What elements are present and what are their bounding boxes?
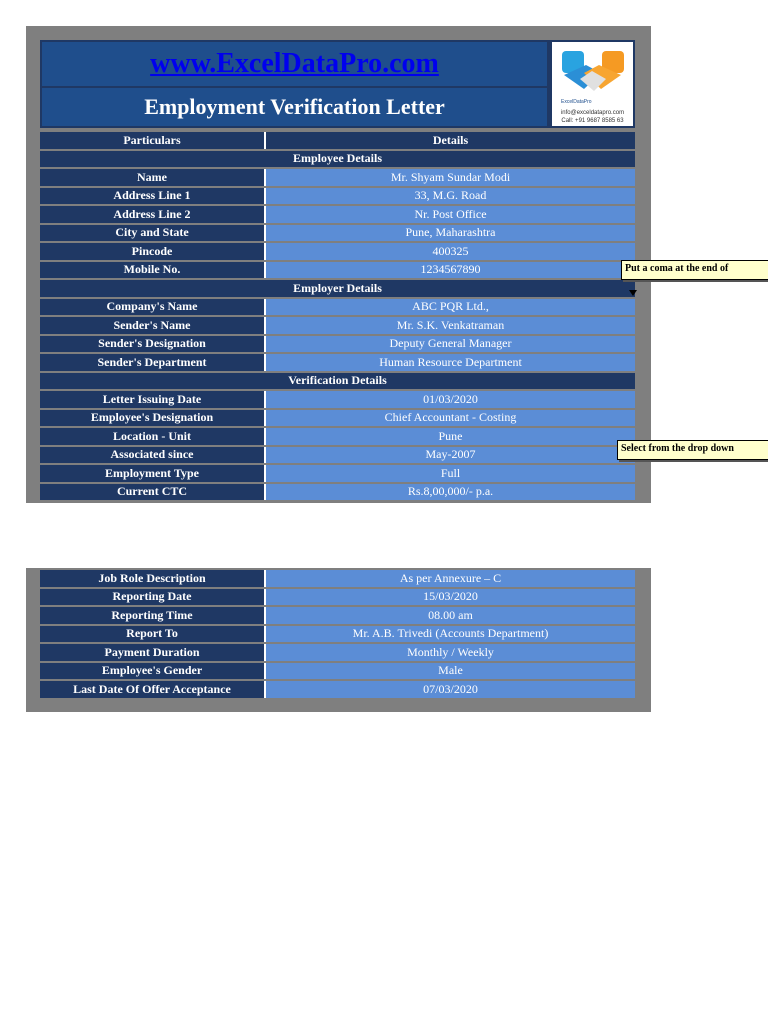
table-row bbox=[40, 206, 635, 223]
svg-text:ExcelDataPro: ExcelDataPro bbox=[561, 99, 592, 105]
row-value[interactable]: 1234567890 bbox=[266, 262, 635, 279]
row-value[interactable]: Nr. Post Office bbox=[266, 206, 635, 223]
table-row bbox=[40, 188, 635, 205]
row-value[interactable]: Mr. A.B. Trivedi (Accounts Department) bbox=[266, 626, 635, 643]
table-row bbox=[40, 336, 635, 353]
row-value[interactable]: 01/03/2020 bbox=[266, 391, 635, 408]
row-value[interactable]: Male bbox=[266, 663, 635, 680]
table-row bbox=[40, 484, 635, 501]
website-link[interactable]: www.ExcelDataPro.com bbox=[150, 48, 439, 79]
handshake-icon bbox=[556, 45, 629, 107]
row-label[interactable]: Sender's Name bbox=[40, 317, 266, 334]
section-header-employee bbox=[40, 151, 635, 168]
row-value[interactable]: 33, M.G. Road bbox=[266, 188, 635, 205]
row-value[interactable]: May-2007 bbox=[266, 447, 635, 464]
row-value[interactable]: Chief Accountant - Costing bbox=[266, 410, 635, 427]
logo-phone: Call: +91 9687 8585 63 bbox=[561, 118, 624, 124]
row-label[interactable]: Employee's Designation bbox=[40, 410, 266, 427]
row-value[interactable]: 400325 bbox=[266, 243, 635, 260]
row-label[interactable]: Mobile No. bbox=[40, 262, 266, 279]
row-value[interactable]: 07/03/2020 bbox=[266, 681, 635, 698]
sheet-panel-bottom bbox=[26, 568, 651, 712]
row-value[interactable]: Human Resource Department bbox=[266, 354, 635, 371]
table-row bbox=[40, 410, 635, 427]
page-title: Employment Verification Letter bbox=[42, 88, 547, 126]
table-row bbox=[40, 447, 635, 464]
header-banner bbox=[40, 40, 635, 128]
row-label[interactable]: Sender's Designation bbox=[40, 336, 266, 353]
verification-table bbox=[40, 130, 635, 502]
row-label[interactable]: City and State bbox=[40, 225, 266, 242]
row-label[interactable]: Job Role Description bbox=[40, 570, 266, 587]
row-value[interactable]: Full bbox=[266, 465, 635, 482]
row-label[interactable]: Last Date Of Offer Acceptance bbox=[40, 681, 266, 698]
row-label[interactable]: Reporting Date bbox=[40, 589, 266, 606]
website-cell bbox=[42, 42, 547, 86]
section-header-verification bbox=[40, 373, 635, 390]
row-value[interactable]: 15/03/2020 bbox=[266, 589, 635, 606]
section-title-employer[interactable]: Employer Details bbox=[40, 280, 635, 297]
table-row bbox=[40, 607, 635, 624]
row-value[interactable]: Mr. Shyam Sundar Modi bbox=[266, 169, 635, 186]
table-row bbox=[40, 644, 635, 661]
row-value[interactable]: Pune bbox=[266, 428, 635, 445]
column-header-particulars[interactable]: Particulars bbox=[40, 132, 266, 149]
row-label[interactable]: Address Line 2 bbox=[40, 206, 266, 223]
table-row bbox=[40, 317, 635, 334]
table-row bbox=[40, 570, 635, 587]
row-value[interactable]: Rs.8,00,000/- p.a. bbox=[266, 484, 635, 501]
row-label[interactable]: Pincode bbox=[40, 243, 266, 260]
row-label[interactable]: Address Line 1 bbox=[40, 188, 266, 205]
row-value[interactable]: Monthly / Weekly bbox=[266, 644, 635, 661]
table-header-row bbox=[40, 132, 635, 149]
row-label[interactable]: Letter Issuing Date bbox=[40, 391, 266, 408]
table-row bbox=[40, 589, 635, 606]
company-logo bbox=[552, 42, 633, 126]
row-label[interactable]: Reporting Time bbox=[40, 607, 266, 624]
section-header-employer bbox=[40, 280, 635, 297]
row-label[interactable]: Associated since bbox=[40, 447, 266, 464]
row-label[interactable]: Company's Name bbox=[40, 299, 266, 316]
row-label[interactable]: Employee's Gender bbox=[40, 663, 266, 680]
row-label[interactable]: Name bbox=[40, 169, 266, 186]
cell-comment-dropdown[interactable]: Select from the drop down bbox=[617, 440, 768, 460]
row-label[interactable]: Report To bbox=[40, 626, 266, 643]
row-value[interactable]: ABC PQR Ltd., bbox=[266, 299, 635, 316]
row-label[interactable]: Sender's Department bbox=[40, 354, 266, 371]
cell-comment-comma[interactable]: Put a coma at the end of bbox=[621, 260, 768, 280]
table-row bbox=[40, 243, 635, 260]
row-label[interactable]: Payment Duration bbox=[40, 644, 266, 661]
table-row bbox=[40, 354, 635, 371]
logo-email: info@exceldatapro.com bbox=[560, 110, 625, 116]
table-row bbox=[40, 681, 635, 698]
table-row bbox=[40, 262, 635, 279]
table-row bbox=[40, 225, 635, 242]
row-value[interactable]: 08.00 am bbox=[266, 607, 635, 624]
table-row bbox=[40, 663, 635, 680]
table-row bbox=[40, 169, 635, 186]
row-label[interactable]: Current CTC bbox=[40, 484, 266, 501]
sheet-panel-top bbox=[26, 26, 651, 503]
table-row bbox=[40, 465, 635, 482]
table-row bbox=[40, 626, 635, 643]
table-row bbox=[40, 428, 635, 445]
column-header-details[interactable]: Details bbox=[266, 132, 635, 149]
table-row bbox=[40, 391, 635, 408]
row-value[interactable]: As per Annexure – C bbox=[266, 570, 635, 587]
comment-arrow-icon bbox=[629, 290, 637, 296]
offer-details-table bbox=[40, 568, 635, 700]
section-title-verification[interactable]: Verification Details bbox=[40, 373, 635, 390]
row-value[interactable]: Mr. S.K. Venkatraman bbox=[266, 317, 635, 334]
table-row bbox=[40, 299, 635, 316]
row-value[interactable]: Pune, Maharashtra bbox=[266, 225, 635, 242]
section-title-employee[interactable]: Employee Details bbox=[40, 151, 635, 168]
row-label[interactable]: Location - Unit bbox=[40, 428, 266, 445]
row-label[interactable]: Employment Type bbox=[40, 465, 266, 482]
row-value[interactable]: Deputy General Manager bbox=[266, 336, 635, 353]
